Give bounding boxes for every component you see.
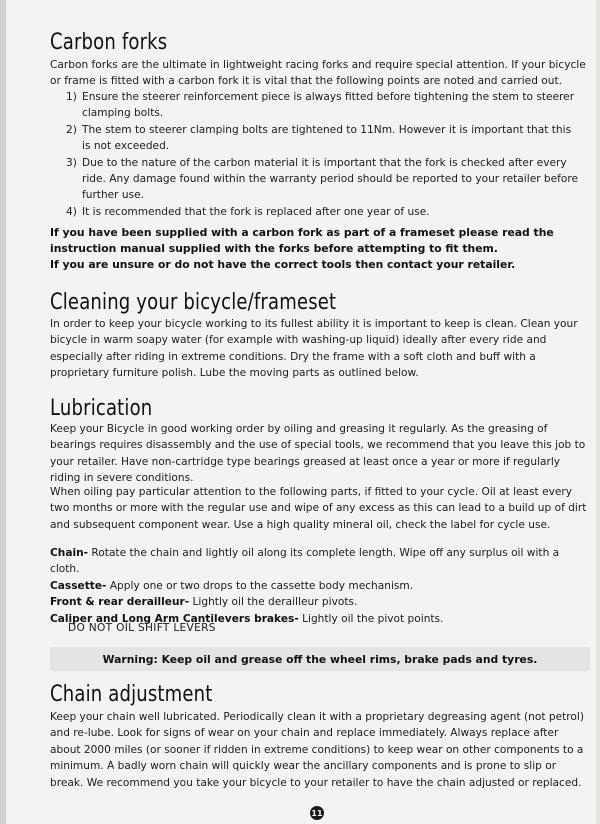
list-item: Cassette- Apply one or two drops to the cassette body mechanism.: [50, 579, 414, 592]
carbon-forks-notice-2: If you are unsure or do not have the correct tools then contact your retailer.: [50, 258, 516, 271]
list-item: 4) It is recommended that the fork is replaced after one year of use.: [66, 205, 430, 218]
lubrication-heading: Lubrication: [50, 396, 153, 421]
page-number: 11: [310, 806, 324, 820]
list-item: 3) Due to the nature of the carbon material it is important that the fork is checked after every ride. Any damage found within the warranty period should be reported to your retailer before further use.: [66, 156, 579, 202]
list-item: 2) The stem to steerer clamping bolts are tightened to 11Nm. However it is important that this is not exceeded.: [66, 123, 572, 153]
list-item: 1) Ensure the steerer reinforcement piece is always fitted before tightening the stem to steerer clamping bolts.: [66, 91, 575, 120]
lubrication-para-2: When oiling pay particular attention to the following parts, if fitted to your cycle. Oil at least every two months or more with the regular use and wipe of any excess as this can lead to a build up of dirt and subsequent component wear. Use a high quality mineral oil, check the label for cycle use.: [50, 486, 587, 531]
page-edge-left: [0, 0, 6, 824]
carbon-forks-notice-1: If you have been supplied with a carbon fork as part of a frameset please read the instruction manual supplied with the forks before attempting to fit them.: [50, 226, 554, 256]
page-edge-right: [596, 0, 600, 824]
chain-adjustment-body: Keep your chain well lubricated. Periodically clean it with a proprietary degreasing agent (not petrol) and re-lube. Look for signs of wear on your chain and replace immediately. Always replace after about 2000 miles (or sooner if ridden in extreme conditions) to keep wear on other components to a minimum. A badly worn chain will quickly wear the ancillary components and is prone to slip or break. We recommend you take your bicycle to your retailer to have the chain adjusted or replaced.: [50, 711, 584, 789]
carbon-forks-heading: Carbon forks: [50, 30, 168, 55]
warning-box: [50, 647, 590, 671]
list-item: Front & rear derailleur- Lightly oil the derailleur pivots.: [50, 596, 358, 609]
caution-text: DO NOT OIL SHIFT LEVERS: [68, 622, 216, 634]
chain-adjustment-heading: Chain adjustment: [50, 682, 213, 707]
lubrication-para-1: Keep your Bicycle in good working order by oiling and greasing it regularly. As the greasing of bearings requires disassembly and the use of special tools, we recommend that you leave this job to your retailer. Have non-cartridge type bearings greased at least once a year or more if regularly riding in severe conditions.: [50, 423, 586, 485]
carbon-forks-intro: Carbon forks are the ultimate in lightweight racing forks and require special attention. If your bicycle or frame is fitted with a carbon fork it is vital that the following points are noted and carried out.: [50, 59, 586, 88]
carbon-forks-list: [50, 89, 580, 220]
lubrication-parts-list: [50, 545, 590, 627]
list-item: Chain- Rotate the chain and lightly oil along its complete length. Wipe off any surplus oil with a cloth.: [50, 547, 560, 576]
cleaning-heading: Cleaning your bicycle/frameset: [50, 290, 337, 315]
list-item: Caliper and Long Arm Cantilevers brakes- Lightly oil the pivot points.: [50, 612, 444, 625]
warning-text: Warning: Keep oil and grease off the wheel rims, brake pads and tyres.: [102, 652, 538, 666]
cleaning-body: In order to keep your bicycle working to its fullest ability it is important to keep is clean. Clean your bicycle in warm soapy water (for example with washing-up liquid) ideally after every ride and especially after riding in extreme conditions. Dry the frame with a soft cloth and buff with a proprietary furniture polish. Lube the moving parts as outlined below.: [50, 318, 578, 380]
